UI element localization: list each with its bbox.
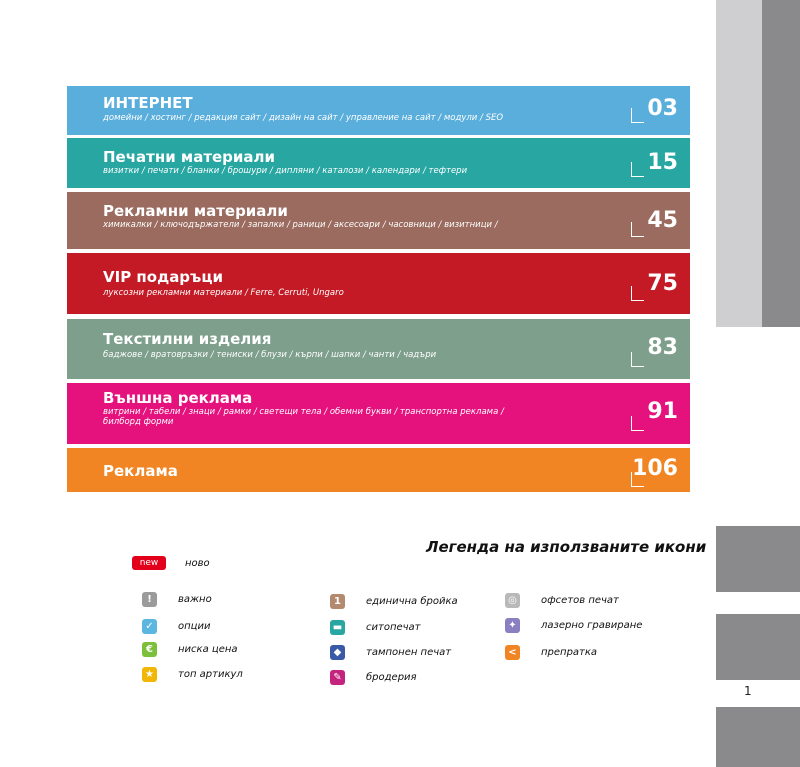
toc-row-print[interactable] bbox=[67, 138, 690, 188]
side-tab bbox=[716, 526, 800, 592]
legend-item bbox=[505, 645, 597, 660]
toc-row-outdoor-advertising[interactable] bbox=[67, 383, 690, 444]
new-badge: new bbox=[132, 556, 166, 570]
legend-label: ново bbox=[185, 557, 210, 569]
toc-subtitle-line2: билборд форми bbox=[103, 417, 174, 427]
legend-label: лазерно гравиране bbox=[541, 620, 643, 631]
toc-page-number: 75 bbox=[647, 271, 678, 296]
toc-tick bbox=[631, 222, 644, 237]
toc-page-number: 83 bbox=[647, 335, 678, 360]
legend-item bbox=[330, 645, 451, 660]
legend-new bbox=[132, 556, 210, 570]
euro-icon: € bbox=[142, 642, 157, 657]
toc-page-number: 03 bbox=[647, 96, 678, 121]
toc-subtitle: химикалки / ключодържатели / запалки / раници / аксесоари / часовници / визитници / bbox=[103, 220, 498, 230]
legend-label: офсетов печат bbox=[541, 595, 619, 606]
legend-label: тампонен печат bbox=[366, 647, 452, 658]
legend-item bbox=[142, 592, 212, 607]
toc-subtitle: баджове / вратовръзки / тениски / блузи / кърпи / шапки / чанти / чадъри bbox=[103, 350, 437, 360]
toc-subtitle: луксозни рекламни материали / Ferre, Cerruti, Ungaro bbox=[103, 288, 344, 298]
legend-label: опции bbox=[178, 621, 211, 632]
toc-title: Текстилни изделия bbox=[103, 330, 272, 348]
legend-item bbox=[330, 594, 458, 609]
side-tab-light bbox=[716, 0, 762, 327]
legend-label: топ артикул bbox=[178, 669, 243, 680]
toc-title: Печатни материали bbox=[103, 148, 276, 166]
legend-label: препратка bbox=[541, 647, 598, 658]
toc-page-number: 15 bbox=[647, 150, 678, 175]
toc-tick bbox=[631, 162, 644, 177]
exclamation-icon: ! bbox=[142, 592, 157, 607]
toc-title: Рекламни материали bbox=[103, 202, 288, 220]
legend-label: ситопечат bbox=[366, 622, 421, 633]
embroidery-icon: ✎ bbox=[330, 670, 345, 685]
side-tab-dark bbox=[762, 0, 800, 327]
toc-subtitle: витрини / табели / знаци / рамки / светещи тела / обемни букви / транспортна реклама / bbox=[103, 407, 504, 417]
toc-tick bbox=[631, 416, 644, 431]
toc-title: Реклама bbox=[103, 462, 178, 480]
toc-row-advertising-materials[interactable] bbox=[67, 192, 690, 249]
reference-arrow-icon: < bbox=[505, 645, 520, 660]
toc-tick bbox=[631, 352, 644, 367]
toc-subtitle: домейни / хостинг / редакция сайт / дизайн на сайт / управление на сайт / модули / SEO bbox=[103, 113, 504, 123]
legend-label: бродерия bbox=[366, 672, 417, 683]
legend-label: ниска цена bbox=[178, 644, 238, 655]
toc-title: Външна реклама bbox=[103, 389, 253, 407]
side-tab bbox=[716, 707, 800, 767]
legend-item bbox=[505, 618, 642, 633]
toc-row-advertising[interactable] bbox=[67, 448, 690, 492]
toc-tick bbox=[631, 286, 644, 301]
legend-item bbox=[142, 642, 238, 657]
page-number: 1 bbox=[744, 684, 752, 698]
offset-print-icon: ◎ bbox=[505, 593, 520, 608]
legend-item bbox=[330, 670, 417, 685]
toc-row-internet[interactable] bbox=[67, 86, 690, 135]
toc-page-number: 106 bbox=[632, 456, 678, 481]
toc-tick bbox=[631, 108, 644, 123]
legend-title: Легенда на използваните икони bbox=[426, 538, 707, 556]
toc-page-number: 91 bbox=[647, 399, 678, 424]
screen-print-icon: ▬ bbox=[330, 620, 345, 635]
toc-title: ИНТЕРНЕТ bbox=[103, 94, 193, 112]
check-icon: ✓ bbox=[142, 619, 157, 634]
thumbs-up-icon: ★ bbox=[142, 667, 157, 682]
single-unit-icon: 1 bbox=[330, 594, 345, 609]
legend-label: единична бройка bbox=[366, 596, 458, 607]
toc-subtitle: визитки / печати / бланки / брошури / дипляни / каталози / календари / тефтери bbox=[103, 166, 468, 176]
pad-print-icon: ◆ bbox=[330, 645, 345, 660]
legend-item bbox=[142, 619, 210, 634]
laser-engraving-icon: ✦ bbox=[505, 618, 520, 633]
side-tab bbox=[716, 614, 800, 680]
legend-item bbox=[505, 593, 619, 608]
legend-label: важно bbox=[178, 594, 212, 605]
toc-page-number: 45 bbox=[647, 208, 678, 233]
toc-row-textiles[interactable] bbox=[67, 319, 690, 379]
toc-title: VIP подаръци bbox=[103, 268, 223, 286]
legend-item bbox=[330, 620, 421, 635]
toc-row-vip-gifts[interactable] bbox=[67, 253, 690, 314]
legend-item bbox=[142, 667, 243, 682]
